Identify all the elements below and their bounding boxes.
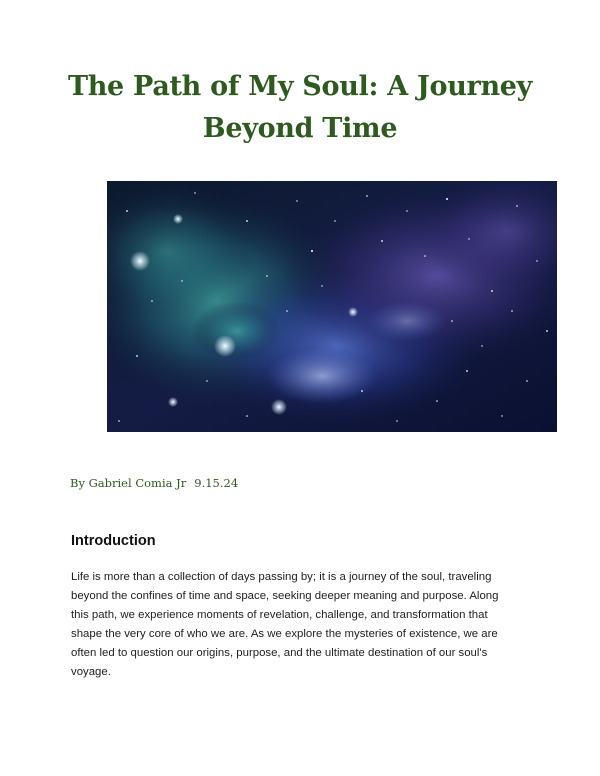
section-heading-introduction: Introduction bbox=[71, 533, 156, 549]
byline-author: By Gabriel Comia Jr bbox=[70, 476, 187, 490]
byline bbox=[70, 476, 238, 490]
byline-date: 9.15.24 bbox=[194, 476, 239, 490]
galaxy-nebula-image bbox=[107, 181, 557, 432]
paragraph-line: Life is more than a collection of days passing by; it is a journey of the soul, traveling bbox=[71, 571, 492, 583]
paragraph-line: beyond the confines of time and space, seeking deeper meaning and purpose. Along bbox=[71, 590, 499, 602]
title-line-1: The Path of My Soul: A Journey bbox=[67, 71, 533, 102]
paragraph-line: often led to question our origins, purpose, and the ultimate destination of our soul's bbox=[71, 647, 488, 659]
document-title bbox=[40, 66, 560, 150]
paragraph-line: voyage. bbox=[71, 666, 111, 678]
introduction-paragraph bbox=[71, 568, 541, 682]
paragraph-line: this path, we experience moments of revelation, challenge, and transformation that bbox=[71, 609, 488, 621]
title-line-2: Beyond Time bbox=[202, 113, 398, 144]
paragraph-line: shape the very core of who we are. As we explore the mysteries of existence, we are bbox=[71, 628, 498, 640]
